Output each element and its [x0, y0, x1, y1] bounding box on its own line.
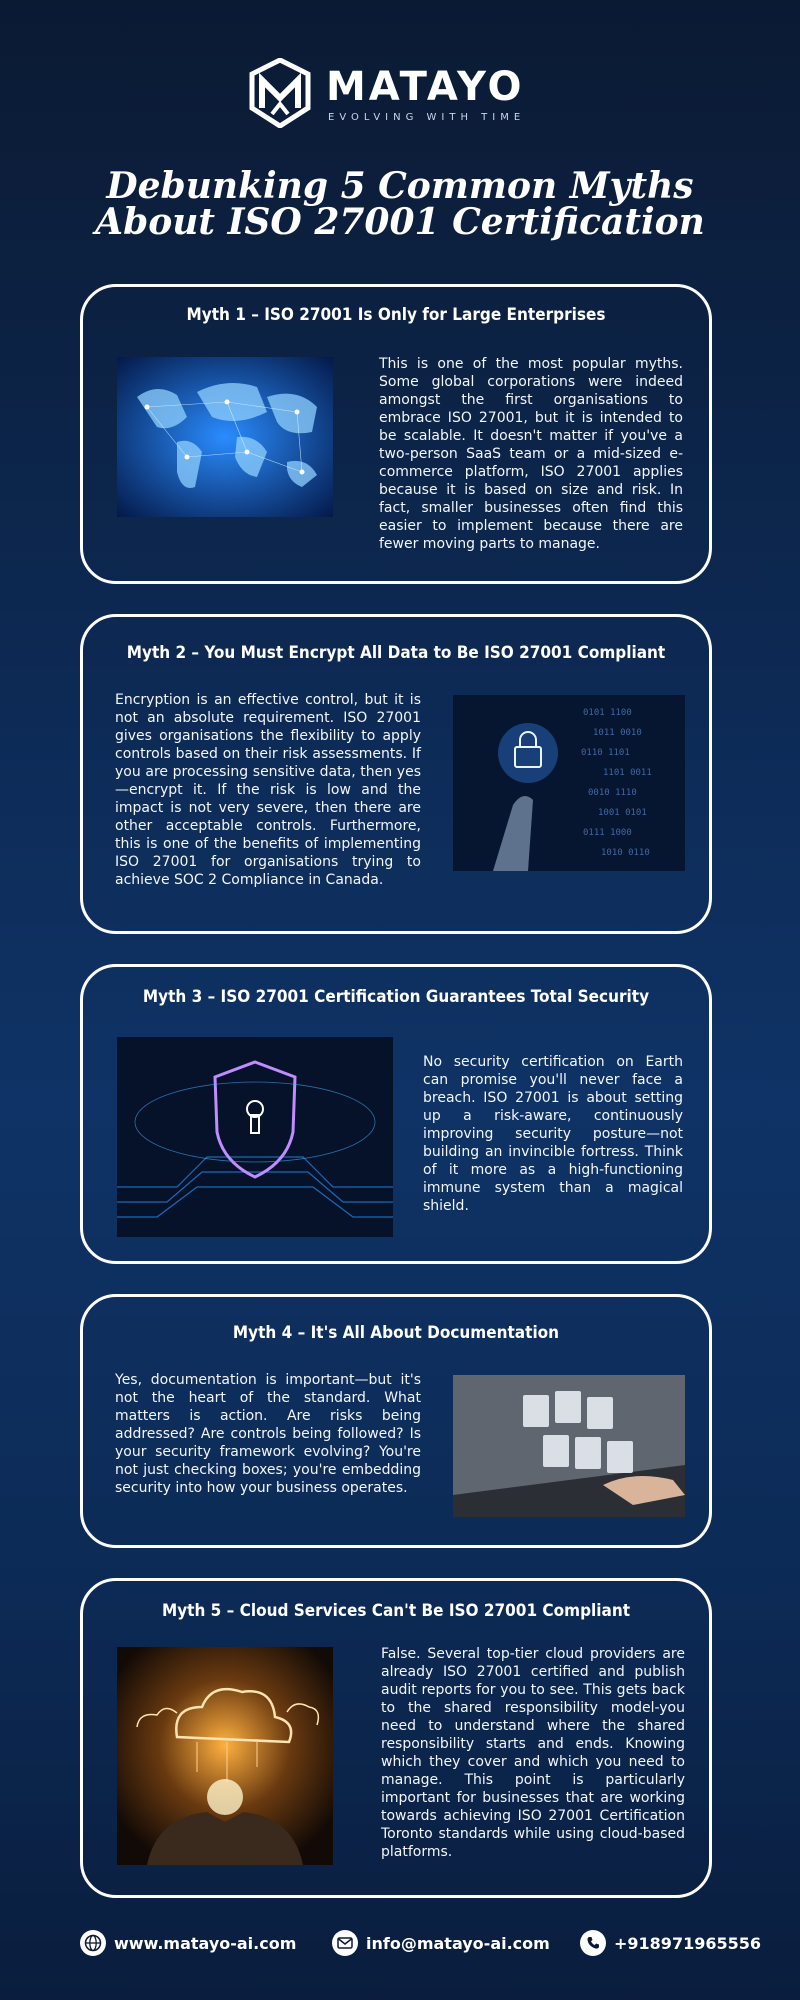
svg-text:1101 0011: 1101 0011: [603, 768, 652, 778]
security-shield-image: [117, 1037, 393, 1237]
svg-text:0101 1100: 0101 1100: [583, 708, 632, 718]
email-text: info@matayo-ai.com: [366, 1933, 550, 1953]
myth-3-title: Myth 3 – ISO 27001 Certification Guarantees Total Security: [142, 987, 650, 1007]
myth-2-title: Myth 2 – You Must Encrypt All Data to Be ISO 27001 Compliant: [126, 643, 666, 663]
world-network-image: [117, 357, 333, 517]
myth-3-text: No security certification on Earth can promise you'll never face a breach. ISO 27001 is about setting up a risk-aware, continuously improving security posture—not building an invincible fortress. Think of it more as a high-functioning immune system than a magical shield.: [423, 1054, 683, 1214]
email-link[interactable]: [332, 1930, 550, 1956]
globe-icon: [80, 1930, 106, 1956]
brand-logo: [0, 58, 800, 130]
cloud-services-image: [117, 1647, 333, 1865]
myth-card-3: [80, 964, 712, 1264]
documentation-laptop-image: [453, 1375, 685, 1517]
phone-text: +918971965556: [614, 1933, 761, 1953]
svg-text:0110 1101: 0110 1101: [581, 748, 630, 758]
myth-5-title: Myth 5 – Cloud Services Can't Be ISO 27001 Compliant: [161, 1601, 631, 1621]
svg-text:0010 1110: 0010 1110: [588, 788, 637, 798]
svg-text:1001 0101: 1001 0101: [598, 808, 647, 818]
mail-icon: [332, 1930, 358, 1956]
myth-5-text: False. Several top-tier cloud providers are already ISO 27001 certified and publish audit reports for you to see. This gets back to the shared responsibility model-you need to understand where the shared responsibility starts and ends. Knowing which they cover and which you need to manage. This point is particularly important for businesses that are working towards achieving ISO 27001 Certification Toronto standards while using cloud-based platforms.: [381, 1646, 685, 1860]
phone-icon: [580, 1930, 606, 1956]
page-title-line-1: Debunking 5 Common Myths: [106, 165, 694, 207]
svg-text:1010 0110: 1010 0110: [601, 848, 650, 858]
brand-tagline: EVOLVING WITH TIME: [328, 112, 526, 123]
myth-card-1: [80, 284, 712, 584]
myth-card-4: [80, 1294, 712, 1548]
myth-4-text: Yes, documentation is important—but it's not the heart of the standard. What matters is action. Are risks being addressed? Are controls being followed? Is your security framework evolving? You're not just checking boxes; you're embedding security into how your business operates.: [115, 1372, 421, 1496]
page-title: [0, 165, 800, 243]
myth-card-2: [80, 614, 712, 934]
myth-4-title: Myth 4 – It's All About Documentation: [232, 1323, 560, 1343]
website-link[interactable]: [80, 1930, 296, 1956]
encryption-lock-image: [453, 695, 685, 871]
brand-name: MATAYO: [326, 64, 525, 110]
svg-text:0111 1000: 0111 1000: [583, 828, 632, 838]
phone-link[interactable]: [580, 1930, 761, 1956]
myth-1-title: Myth 1 – ISO 27001 Is Only for Large Enterprises: [186, 305, 606, 325]
contact-footer: [0, 1930, 800, 1970]
website-text: www.matayo-ai.com: [114, 1933, 297, 1953]
matayo-logo-icon: [248, 58, 312, 128]
myth-1-text: This is one of the most popular myths. Some global corporations were indeed amongst the first organisations to embrace ISO 27001, but it is intended to be scalable. It doesn't matter if you've a two-person SaaS team or a mid-sized e-commerce platform, ISO 27001 applies because it is based on size and risk. In fact, smaller businesses often find this easier to implement because there are fewer moving parts to manage.: [379, 356, 683, 552]
myth-card-5: [80, 1578, 712, 1898]
myth-2-text: Encryption is an effective control, but it is not an absolute requirement. ISO 27001 gives organisations the flexibility to apply controls based on their risk assessments. If you are processing sensitive data, then yes—encrypt it. If the risk is low and the impact is not very severe, then there are other acceptable controls. Furthermore, this is one of the benefits of implementing ISO 27001 for organisations trying to achieve SOC 2 Compliance in Canada.: [115, 692, 421, 888]
page-title-line-2: About ISO 27001 Certification: [95, 201, 705, 243]
svg-text:1011 0010: 1011 0010: [593, 728, 642, 738]
